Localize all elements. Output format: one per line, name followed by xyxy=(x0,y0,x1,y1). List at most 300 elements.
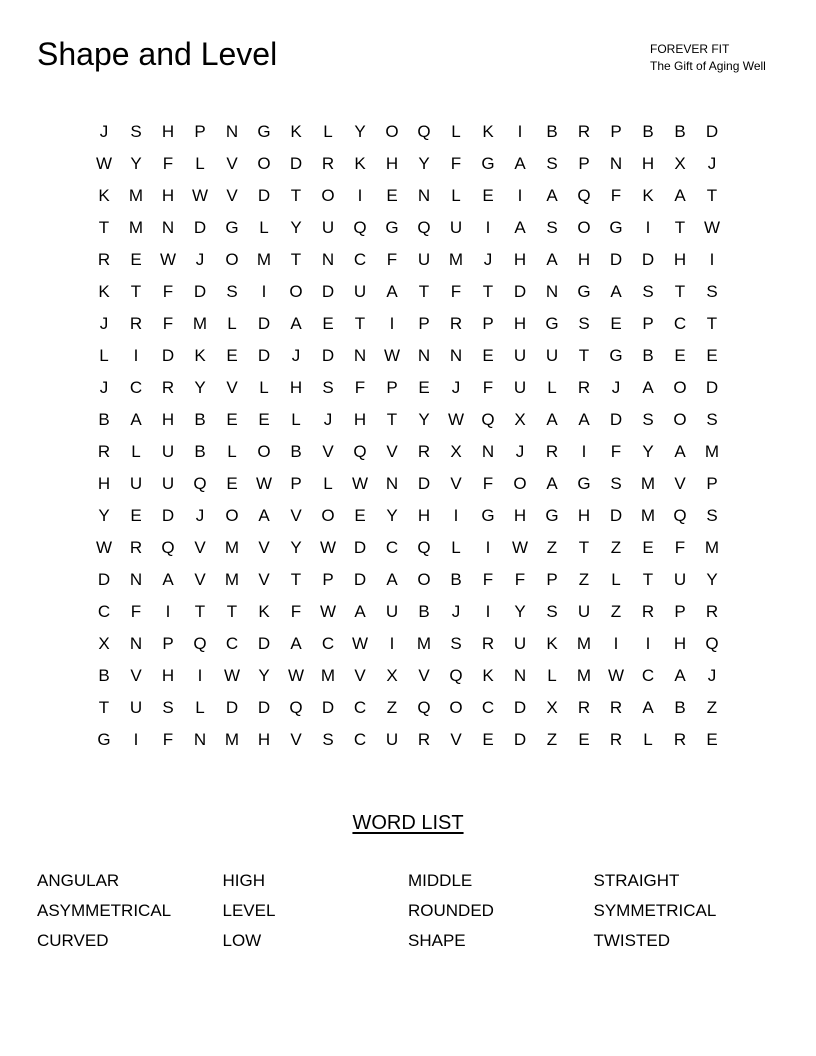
grid-letter: T xyxy=(706,314,718,333)
grid-letter: Q xyxy=(417,698,431,717)
grid-letter: G xyxy=(97,730,111,749)
grid-letter: W xyxy=(319,602,337,621)
grid-letter: B xyxy=(642,346,654,365)
grid-letter: L xyxy=(99,346,109,365)
word-list-item: SYMMETRICAL xyxy=(593,901,717,920)
grid-letter: D xyxy=(97,570,111,589)
grid-letter: J xyxy=(451,378,461,397)
grid-letter: L xyxy=(451,122,461,141)
grid-letter: L xyxy=(547,666,557,685)
grid-letter: W xyxy=(607,666,625,685)
grid-letter: Y xyxy=(290,538,302,557)
grid-letter: F xyxy=(674,538,686,557)
grid-letter: Z xyxy=(610,602,622,621)
grid-letter: J xyxy=(515,442,525,461)
grid-letter: Y xyxy=(386,506,398,525)
grid-letter: U xyxy=(513,634,527,653)
grid-letter: V xyxy=(226,154,238,173)
grid-letter: S xyxy=(130,122,142,141)
grid-letter: W xyxy=(223,666,241,685)
grid-letter: M xyxy=(576,634,592,653)
grid-letter: D xyxy=(161,346,175,365)
grid-letter: J xyxy=(707,154,717,173)
grid-letter: M xyxy=(704,538,720,557)
grid-letter: U xyxy=(129,698,143,717)
grid-letter: H xyxy=(513,250,527,269)
grid-letter: C xyxy=(353,250,367,269)
grid-letter: M xyxy=(128,186,144,205)
grid-letter: H xyxy=(385,154,399,173)
grid-letter: M xyxy=(128,218,144,237)
grid-letter: F xyxy=(354,378,366,397)
grid-letter: E xyxy=(482,186,494,205)
grid-letter: G xyxy=(545,314,559,333)
grid-letter: I xyxy=(197,666,203,685)
grid-letter: H xyxy=(513,506,527,525)
grid-letter: D xyxy=(257,698,271,717)
grid-letter: U xyxy=(417,250,431,269)
grid-letter: N xyxy=(513,666,527,685)
grid-letter: I xyxy=(261,282,267,301)
grid-letter: R xyxy=(129,538,143,557)
grid-letter: R xyxy=(609,698,623,717)
grid-letter: Q xyxy=(449,666,463,685)
grid-letter: O xyxy=(577,218,591,237)
grid-letter: L xyxy=(131,442,141,461)
grid-letter: D xyxy=(257,314,271,333)
grid-letter: D xyxy=(257,346,271,365)
grid-letter: Z xyxy=(610,538,622,557)
grid-letter: Y xyxy=(98,506,110,525)
brand-tagline: The Gift of Aging Well xyxy=(650,59,766,73)
grid-letter: K xyxy=(290,122,302,141)
grid-letter: X xyxy=(674,154,686,173)
grid-letter: T xyxy=(482,282,494,301)
grid-letter: H xyxy=(513,314,527,333)
grid-letter: T xyxy=(418,282,430,301)
grid-letter: M xyxy=(256,250,272,269)
grid-letter: N xyxy=(353,346,367,365)
grid-letter: C xyxy=(321,634,335,653)
grid-letter: H xyxy=(161,666,175,685)
grid-letter: L xyxy=(195,154,205,173)
grid-letter: S xyxy=(450,634,462,653)
grid-letter: K xyxy=(98,186,110,205)
grid-letter: U xyxy=(385,730,399,749)
grid-letter: P xyxy=(642,314,654,333)
grid-letter: I xyxy=(133,730,139,749)
grid-letter: P xyxy=(674,602,686,621)
grid-letter: I xyxy=(485,602,491,621)
grid-letter: N xyxy=(449,346,463,365)
grid-letter: O xyxy=(417,570,431,589)
grid-letter: Y xyxy=(418,154,430,173)
grid-letter: E xyxy=(706,346,718,365)
grid-letter: E xyxy=(706,730,718,749)
grid-letter: H xyxy=(577,506,591,525)
grid-letter: R xyxy=(97,442,111,461)
grid-letter: V xyxy=(226,186,238,205)
grid-letter: D xyxy=(257,186,271,205)
grid-letter: S xyxy=(546,602,558,621)
grid-letter: Q xyxy=(705,634,719,653)
grid-letter: T xyxy=(290,186,302,205)
grid-letter: F xyxy=(130,602,142,621)
grid-letter: R xyxy=(481,634,495,653)
grid-letter: O xyxy=(321,186,335,205)
grid-letter: D xyxy=(641,250,655,269)
grid-letter: O xyxy=(321,506,335,525)
grid-letter: V xyxy=(674,474,686,493)
grid-letter: U xyxy=(321,218,335,237)
grid-letter: B xyxy=(674,698,686,717)
grid-letter: A xyxy=(162,570,174,589)
grid-letter: O xyxy=(225,506,239,525)
grid-letter: L xyxy=(195,698,205,717)
grid-letter: E xyxy=(642,538,654,557)
grid-letter: T xyxy=(226,602,238,621)
grid-letter: N xyxy=(129,634,143,653)
grid-letter: Q xyxy=(353,218,367,237)
grid-letter: B xyxy=(194,410,206,429)
grid-letter: D xyxy=(513,730,527,749)
grid-letter: Q xyxy=(481,410,495,429)
grid-letter: I xyxy=(517,186,523,205)
grid-letter: L xyxy=(291,410,301,429)
grid-letter: D xyxy=(705,378,719,397)
grid-letter: E xyxy=(674,346,686,365)
grid-letter: S xyxy=(610,474,622,493)
grid-letter: K xyxy=(194,346,206,365)
grid-letter: O xyxy=(513,474,527,493)
word-list-item: STRAIGHT xyxy=(593,871,680,890)
grid-letter: O xyxy=(385,122,399,141)
grid-letter: I xyxy=(645,634,651,653)
grid-letter: N xyxy=(129,570,143,589)
grid-letter: B xyxy=(290,442,302,461)
grid-letter: A xyxy=(386,570,398,589)
grid-letter: E xyxy=(226,474,238,493)
grid-letter: Z xyxy=(386,698,398,717)
grid-letter: G xyxy=(545,506,559,525)
word-list-item: HIGH xyxy=(222,871,265,890)
grid-letter: L xyxy=(547,378,557,397)
grid-letter: U xyxy=(385,602,399,621)
grid-letter: Y xyxy=(418,410,430,429)
grid-letter: R xyxy=(673,730,687,749)
grid-letter: V xyxy=(258,570,270,589)
grid-letter: I xyxy=(485,218,491,237)
grid-letter: Z xyxy=(546,730,558,749)
grid-letter: P xyxy=(482,314,494,333)
grid-letter: C xyxy=(353,698,367,717)
grid-letter: H xyxy=(417,506,431,525)
grid-letter: U xyxy=(513,346,527,365)
grid-letter: S xyxy=(162,698,174,717)
grid-letter: X xyxy=(98,634,110,653)
word-search-grid xyxy=(88,116,728,756)
grid-letter: G xyxy=(577,474,591,493)
grid-letter: C xyxy=(129,378,143,397)
grid-letter: C xyxy=(641,666,655,685)
grid-letter: S xyxy=(706,506,718,525)
grid-letter: A xyxy=(130,410,142,429)
grid-letter: R xyxy=(577,698,591,717)
grid-letter: A xyxy=(546,186,558,205)
grid-letter: W xyxy=(255,474,273,493)
grid-letter: N xyxy=(385,474,399,493)
grid-letter: O xyxy=(673,378,687,397)
grid-letter: D xyxy=(321,282,335,301)
grid-letter: O xyxy=(257,442,271,461)
grid-letter: R xyxy=(417,730,431,749)
grid-letter: T xyxy=(386,410,398,429)
grid-letter: J xyxy=(195,506,205,525)
grid-letter: G xyxy=(481,506,495,525)
grid-letter: Z xyxy=(706,698,718,717)
grid-letter: A xyxy=(290,314,302,333)
grid-letter: M xyxy=(416,634,432,653)
grid-letter: X xyxy=(450,442,462,461)
grid-letter: F xyxy=(386,250,398,269)
grid-letter: Y xyxy=(642,442,654,461)
grid-letter: B xyxy=(194,442,206,461)
grid-letter: W xyxy=(191,186,209,205)
grid-letter: B xyxy=(98,410,110,429)
grid-letter: T xyxy=(674,218,686,237)
grid-letter: N xyxy=(225,122,239,141)
grid-letter: G xyxy=(609,218,623,237)
grid-letter: T xyxy=(194,602,206,621)
grid-letter: A xyxy=(290,634,302,653)
grid-letter: G xyxy=(481,154,495,173)
grid-letter: E xyxy=(610,314,622,333)
grid-letter: P xyxy=(194,122,206,141)
grid-letter: C xyxy=(481,698,495,717)
grid-letter: I xyxy=(453,506,459,525)
grid-letter: E xyxy=(418,378,430,397)
grid-letter: V xyxy=(322,442,334,461)
grid-letter: D xyxy=(321,698,335,717)
grid-letter: W xyxy=(511,538,529,557)
grid-letter: Q xyxy=(417,218,431,237)
grid-letter: Q xyxy=(353,442,367,461)
grid-letter: V xyxy=(258,538,270,557)
grid-letter: V xyxy=(226,378,238,397)
grid-letter: L xyxy=(259,218,269,237)
grid-letter: U xyxy=(513,378,527,397)
grid-letter: L xyxy=(323,122,333,141)
grid-letter: R xyxy=(161,378,175,397)
grid-letter: D xyxy=(321,346,335,365)
grid-letter: J xyxy=(291,346,301,365)
grid-letter: N xyxy=(545,282,559,301)
grid-letter: B xyxy=(674,122,686,141)
grid-letter: W xyxy=(351,474,369,493)
grid-letter: B xyxy=(450,570,462,589)
grid-letter: N xyxy=(609,154,623,173)
grid-letter: H xyxy=(257,730,271,749)
grid-letter: Y xyxy=(354,122,366,141)
grid-letter: I xyxy=(581,442,587,461)
grid-letter: D xyxy=(513,282,527,301)
grid-letter: D xyxy=(193,282,207,301)
grid-letter: P xyxy=(162,634,174,653)
grid-letter: Q xyxy=(673,506,687,525)
grid-letter: J xyxy=(195,250,205,269)
grid-letter: G xyxy=(225,218,239,237)
grid-letter: N xyxy=(161,218,175,237)
grid-letter: Q xyxy=(417,538,431,557)
grid-letter: I xyxy=(613,634,619,653)
word-list-item: ANGULAR xyxy=(37,871,120,890)
grid-letter: V xyxy=(386,442,398,461)
grid-letter: S xyxy=(322,730,334,749)
grid-letter: F xyxy=(450,154,462,173)
grid-letter: T xyxy=(98,698,110,717)
grid-letter: Q xyxy=(289,698,303,717)
grid-letter: A xyxy=(610,282,622,301)
grid-letter: W xyxy=(319,538,337,557)
grid-letter: F xyxy=(514,570,526,589)
grid-letter: X xyxy=(514,410,526,429)
grid-letter: G xyxy=(609,346,623,365)
grid-letter: V xyxy=(290,506,302,525)
grid-letter: W xyxy=(159,250,177,269)
grid-letter: E xyxy=(130,250,142,269)
grid-letter: W xyxy=(447,410,465,429)
page-title: Shape and Level xyxy=(37,36,278,72)
grid-letter: J xyxy=(451,602,461,621)
word-list-item: CURVED xyxy=(37,931,109,950)
grid-letter: T xyxy=(98,218,110,237)
grid-letter: R xyxy=(577,122,591,141)
grid-letter: F xyxy=(610,442,622,461)
grid-letter: C xyxy=(385,538,399,557)
grid-letter: R xyxy=(609,730,623,749)
grid-letter: Q xyxy=(193,474,207,493)
grid-letter: U xyxy=(161,474,175,493)
grid-letter: R xyxy=(705,602,719,621)
grid-letter: W xyxy=(351,634,369,653)
grid-letter: M xyxy=(224,730,240,749)
grid-letter: M xyxy=(224,570,240,589)
grid-letter: P xyxy=(386,378,398,397)
grid-letter: I xyxy=(389,314,395,333)
grid-letter: D xyxy=(705,122,719,141)
grid-letter: S xyxy=(642,410,654,429)
grid-letter: F xyxy=(482,378,494,397)
grid-letter: T xyxy=(354,314,366,333)
grid-letter: O xyxy=(673,410,687,429)
grid-letter: F xyxy=(482,570,494,589)
grid-letter: S xyxy=(706,410,718,429)
grid-letter: E xyxy=(482,346,494,365)
grid-letter: C xyxy=(673,314,687,333)
grid-letter: M xyxy=(224,538,240,557)
grid-letter: U xyxy=(161,442,175,461)
grid-letter: I xyxy=(165,602,171,621)
word-list-item: ASYMMETRICAL xyxy=(37,901,172,920)
grid-letter: D xyxy=(289,154,303,173)
grid-letter: T xyxy=(578,346,590,365)
grid-letter: D xyxy=(417,474,431,493)
grid-letter: R xyxy=(577,378,591,397)
grid-letter: V xyxy=(194,538,206,557)
grid-letter: N xyxy=(417,346,431,365)
grid-letter: J xyxy=(611,378,621,397)
grid-letter: D xyxy=(225,698,239,717)
grid-letter: F xyxy=(162,314,174,333)
grid-letter: B xyxy=(98,666,110,685)
grid-letter: D xyxy=(353,538,367,557)
grid-letter: V xyxy=(194,570,206,589)
grid-letter: J xyxy=(483,250,493,269)
grid-letter: J xyxy=(99,314,109,333)
grid-letter: O xyxy=(449,698,463,717)
grid-letter: H xyxy=(161,122,175,141)
grid-letter: E xyxy=(354,506,366,525)
grid-letter: D xyxy=(161,506,175,525)
grid-letter: F xyxy=(162,282,174,301)
grid-letter: P xyxy=(418,314,430,333)
grid-letter: W xyxy=(703,218,721,237)
word-list-item: TWISTED xyxy=(593,931,670,950)
grid-letter: A xyxy=(258,506,270,525)
grid-letter: I xyxy=(357,186,363,205)
grid-letter: I xyxy=(133,346,139,365)
grid-letter: A xyxy=(642,698,654,717)
grid-letter: E xyxy=(226,410,238,429)
grid-letter: D xyxy=(609,506,623,525)
grid-letter: U xyxy=(577,602,591,621)
grid-letter: P xyxy=(578,154,590,173)
grid-letter: F xyxy=(610,186,622,205)
grid-letter: K xyxy=(258,602,270,621)
grid-letter: A xyxy=(386,282,398,301)
grid-letter: A xyxy=(578,410,590,429)
grid-letter: E xyxy=(322,314,334,333)
grid-letter: M xyxy=(320,666,336,685)
grid-letter: S xyxy=(642,282,654,301)
grid-letter: Z xyxy=(578,570,590,589)
grid-letter: A xyxy=(514,218,526,237)
grid-letter: S xyxy=(546,218,558,237)
grid-letter: T xyxy=(674,282,686,301)
grid-letter: Q xyxy=(161,538,175,557)
grid-letter: M xyxy=(640,506,656,525)
grid-letter: G xyxy=(577,282,591,301)
grid-letter: R xyxy=(545,442,559,461)
grid-letter: V xyxy=(450,730,462,749)
grid-letter: M xyxy=(448,250,464,269)
grid-letter: H xyxy=(641,154,655,173)
grid-letter: C xyxy=(97,602,111,621)
grid-letter: I xyxy=(389,634,395,653)
grid-letter: V xyxy=(450,474,462,493)
grid-letter: M xyxy=(576,666,592,685)
grid-letter: E xyxy=(578,730,590,749)
grid-letter: E xyxy=(130,506,142,525)
grid-letter: H xyxy=(353,410,367,429)
grid-letter: S xyxy=(706,282,718,301)
grid-letter: M xyxy=(704,442,720,461)
grid-letter: L xyxy=(643,730,653,749)
grid-letter: R xyxy=(449,314,463,333)
grid-letter: Q xyxy=(417,122,431,141)
grid-letter: L xyxy=(451,186,461,205)
grid-letter: P xyxy=(290,474,302,493)
